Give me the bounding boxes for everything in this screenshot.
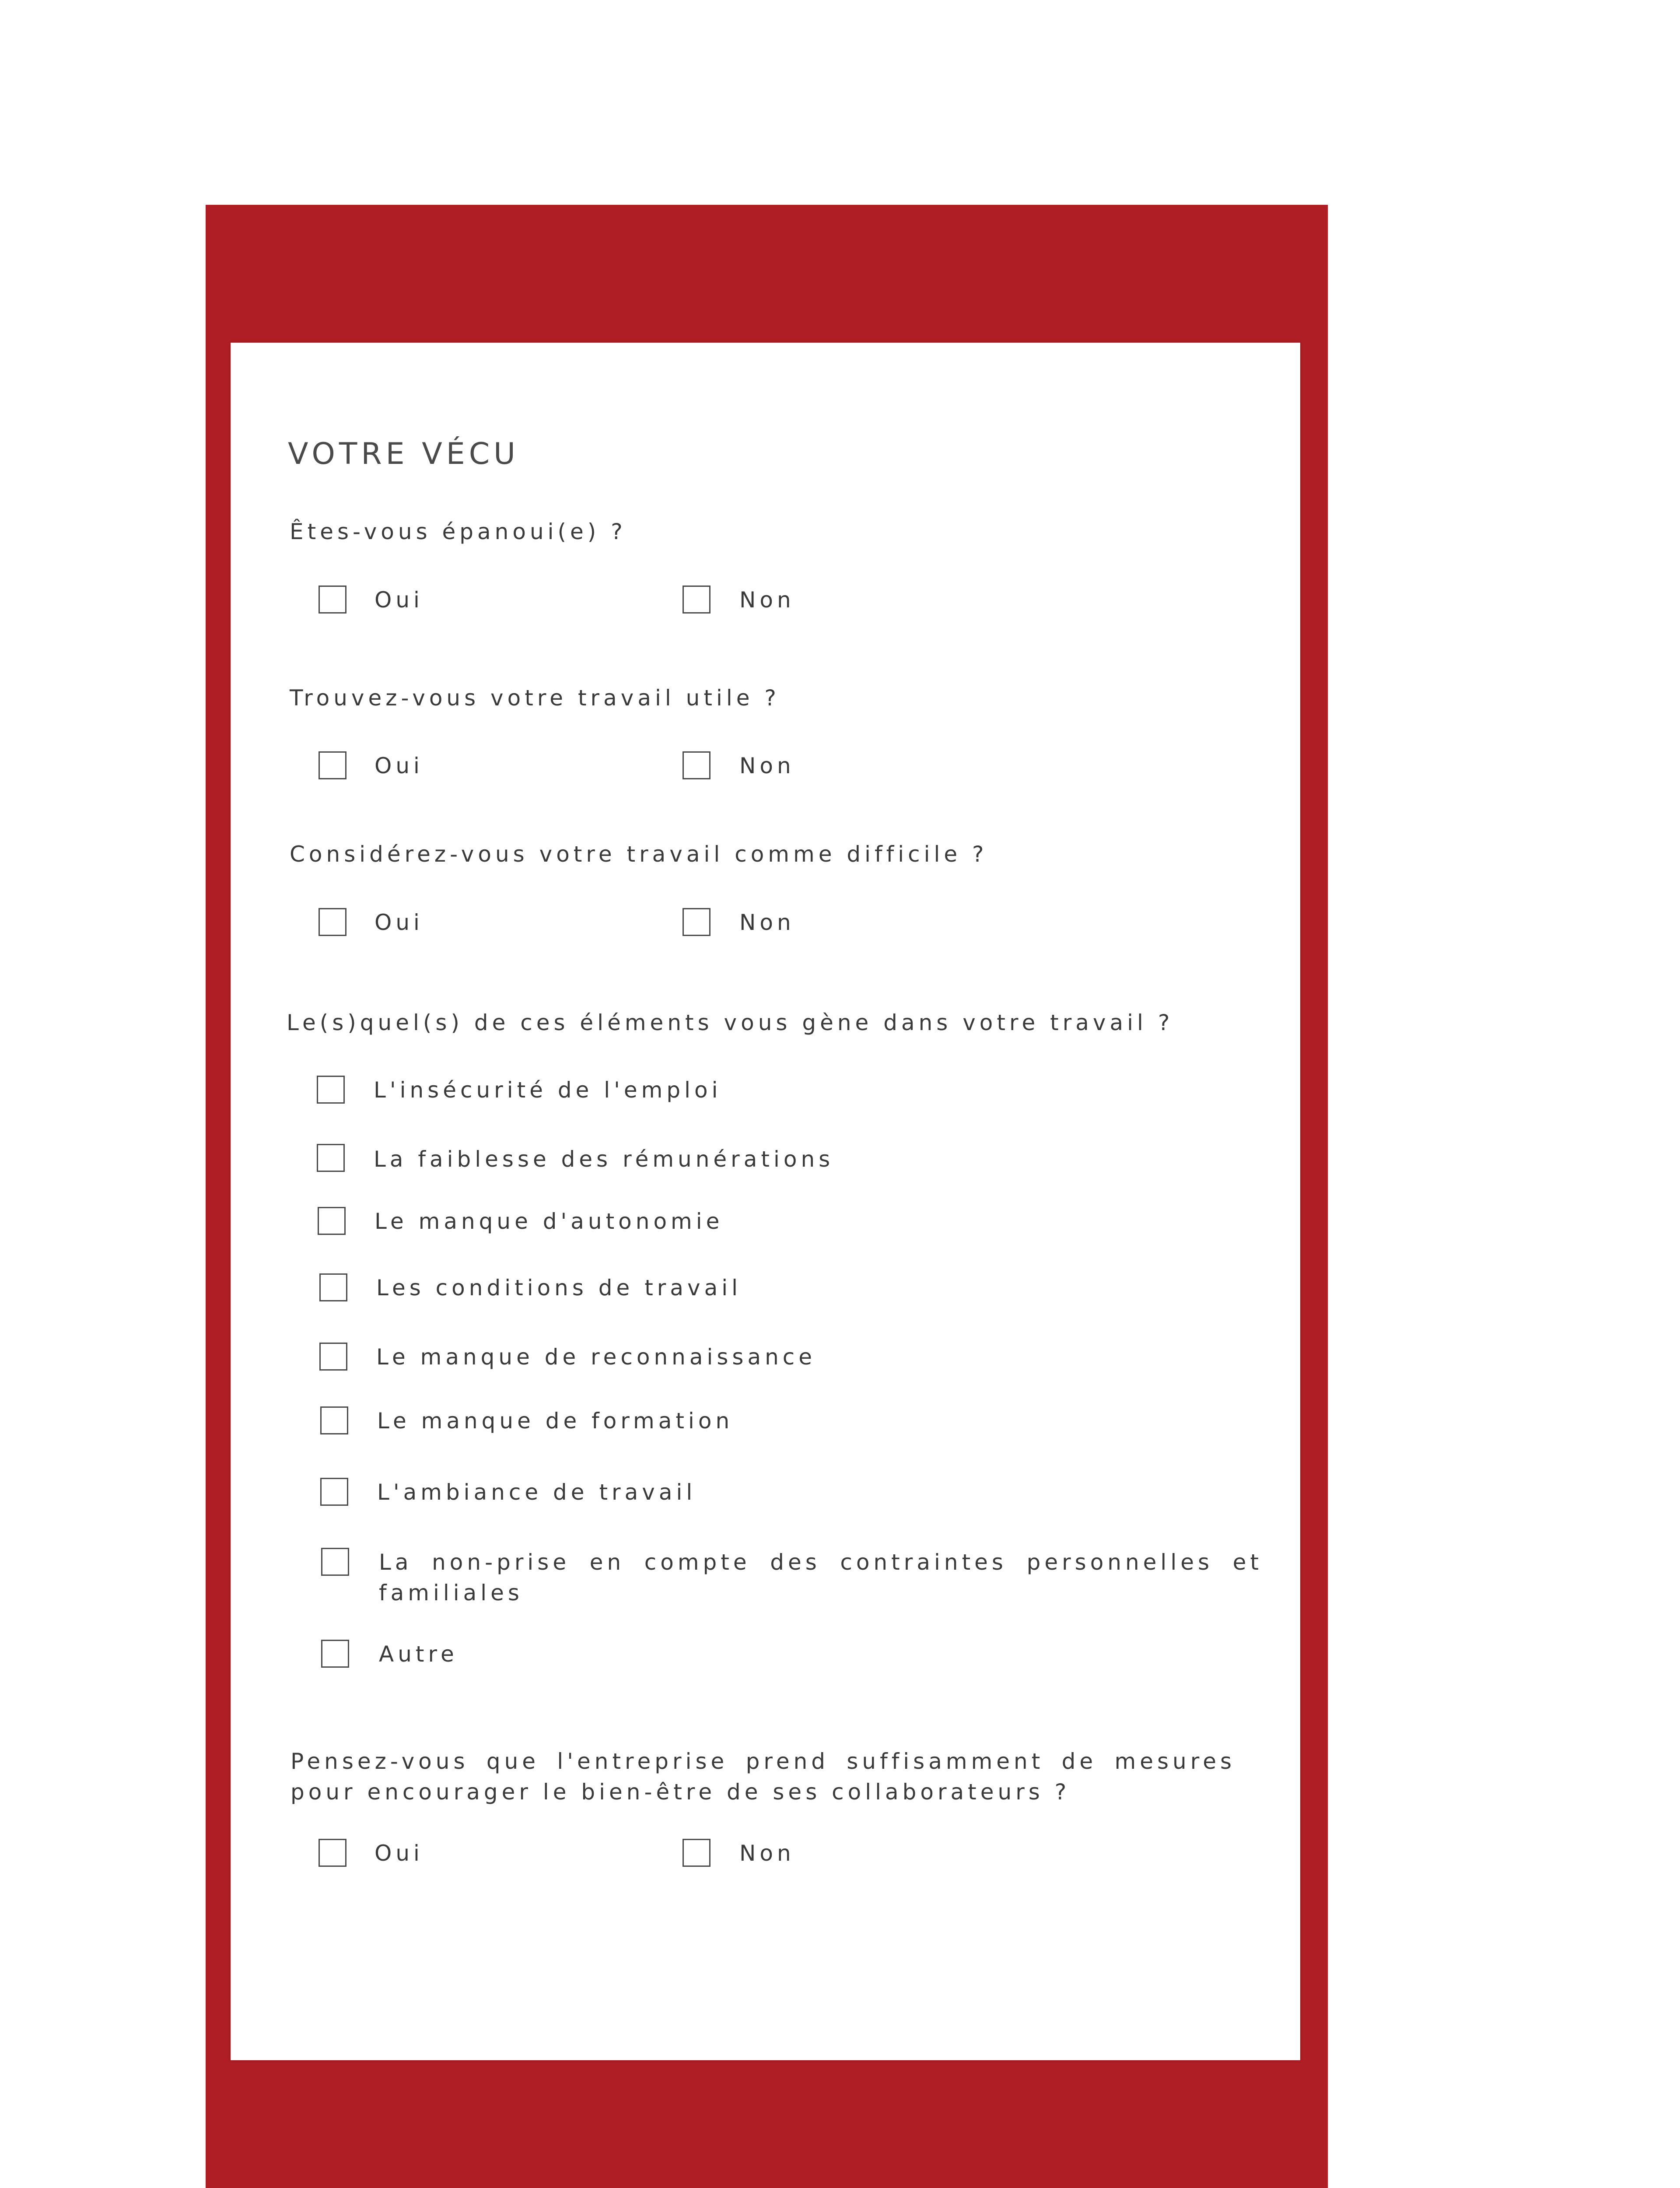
q3-oui-label: Oui — [374, 910, 424, 935]
q4-option-checkbox[interactable] — [321, 1548, 349, 1576]
q5-oui-checkbox[interactable] — [318, 1839, 346, 1867]
q3-non-label: Non — [739, 910, 795, 935]
q2-oui-label: Oui — [374, 753, 424, 778]
question-2: Trouvez-vous votre travail utile ? — [290, 685, 780, 711]
q4-option-checkbox[interactable] — [317, 1144, 345, 1172]
q4-option-checkbox[interactable] — [321, 1640, 349, 1668]
q4-option-checkbox[interactable] — [317, 1076, 345, 1104]
q3-non-checkbox[interactable] — [682, 908, 710, 936]
q5-non-label: Non — [739, 1841, 795, 1866]
q1-oui-checkbox[interactable] — [318, 586, 346, 614]
q4-option-label: Le manque de reconnaissance — [376, 1344, 816, 1370]
q4-option-label: L'ambiance de travail — [377, 1480, 696, 1505]
question-3: Considérez-vous votre travail comme difficile ? — [290, 842, 988, 867]
q5-non-checkbox[interactable] — [682, 1839, 710, 1867]
q4-option-label: La faiblesse des rémunérations — [374, 1147, 834, 1172]
q5-oui-label: Oui — [374, 1841, 424, 1866]
q3-oui-checkbox[interactable] — [318, 908, 346, 936]
q4-option-checkbox[interactable] — [319, 1273, 347, 1301]
q1-non-checkbox[interactable] — [682, 586, 710, 614]
q4-option-label: La non-prise en compte des contraintes personnelles et familiales — [379, 1550, 1263, 1606]
question-5: Pensez-vous que l'entreprise prend suffisamment de mesures pour encourager le bien-être de ses collaborateurs ? — [290, 1749, 1236, 1805]
q2-non-label: Non — [739, 753, 795, 778]
section-title: VOTRE VÉCU — [288, 437, 519, 471]
question-1: Êtes-vous épanoui(e) ? — [290, 519, 626, 544]
q4-option-label: Les conditions de travail — [376, 1275, 742, 1301]
q4-option-label: Autre — [379, 1641, 458, 1667]
q4-option-checkbox[interactable] — [320, 1406, 348, 1434]
q2-oui-checkbox[interactable] — [318, 751, 346, 779]
q4-option-checkbox[interactable] — [319, 1343, 347, 1371]
q4-option-label: L'insécurité de l'emploi — [374, 1077, 722, 1103]
q1-non-label: Non — [739, 587, 795, 613]
q4-option-checkbox[interactable] — [318, 1207, 346, 1235]
question-4: Le(s)quel(s) de ces éléments vous gène dans votre travail ? — [287, 1010, 1174, 1035]
q1-oui-label: Oui — [374, 587, 424, 613]
q4-option-label: Le manque d'autonomie — [374, 1209, 724, 1234]
q2-non-checkbox[interactable] — [682, 751, 710, 779]
q4-option-checkbox[interactable] — [320, 1478, 348, 1506]
q4-option-label: Le manque de formation — [377, 1408, 734, 1434]
